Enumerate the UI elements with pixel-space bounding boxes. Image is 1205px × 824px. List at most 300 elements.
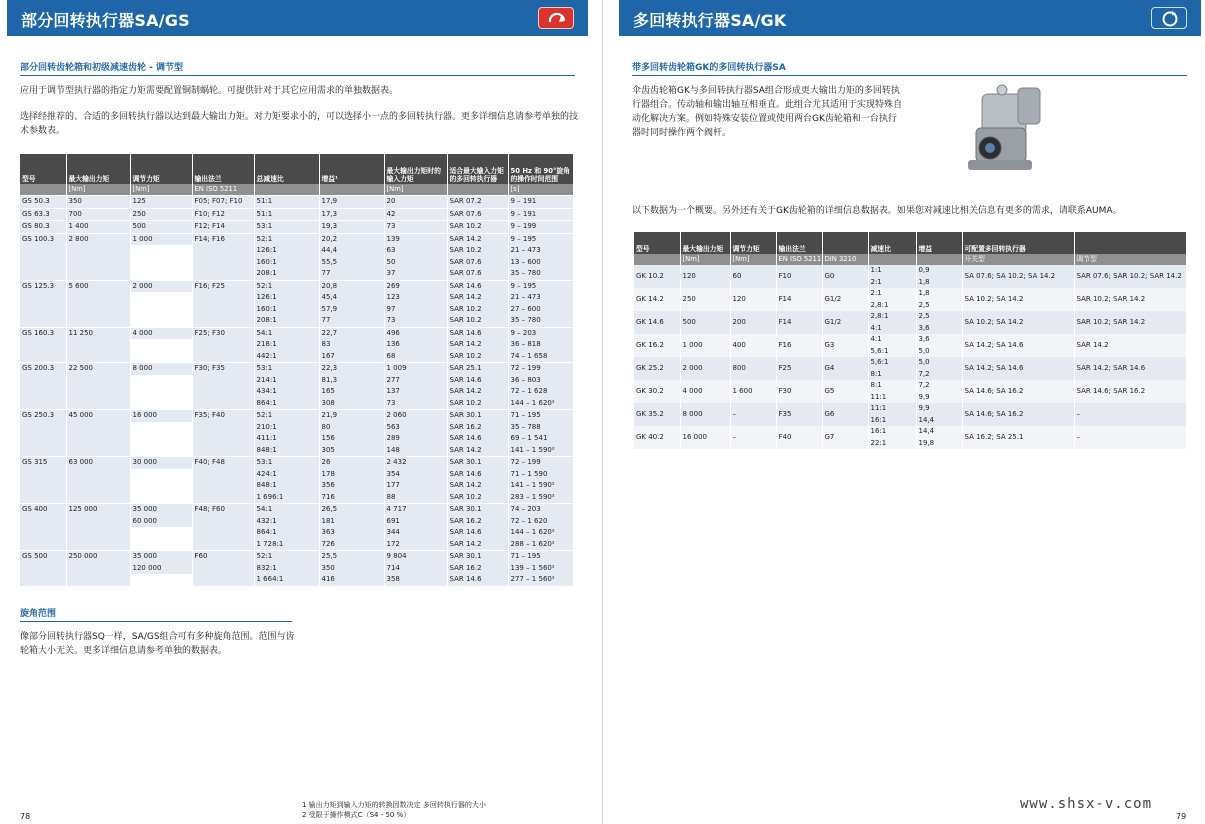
model-cell	[20, 375, 66, 387]
table-row	[20, 315, 573, 327]
max-torque-cell: 5 600	[66, 280, 130, 292]
ratio-cell: 208:1	[254, 268, 319, 280]
iso-flange-cell: F16	[776, 334, 822, 357]
operating-time-cell: 9 – 199	[508, 221, 573, 234]
max-torque-cell: 350	[66, 196, 130, 209]
input-torque-cell: 496	[384, 327, 447, 339]
column-unit: [Nm]	[66, 184, 130, 196]
modulating-torque-cell: –	[730, 403, 776, 426]
modulating-torque-cell: 60	[730, 265, 776, 288]
ratio-cell: 11:1	[868, 403, 916, 415]
actuator-cell: SAR 14.2	[447, 233, 508, 245]
table-row	[634, 380, 1186, 392]
ratio-cell: 2,8:1	[868, 311, 916, 323]
max-torque-cell: 1 000	[680, 334, 730, 357]
factor-cell: 20,8	[319, 280, 384, 292]
model-cell: GK 25.2	[634, 357, 680, 380]
model-cell: GS 125.3	[20, 280, 66, 292]
table-header-row	[20, 154, 573, 184]
din-flange-cell: G1/2	[822, 311, 868, 334]
operating-time-cell: 27 – 600	[508, 304, 573, 316]
max-torque-cell	[66, 422, 130, 434]
input-torque-cell: 177	[384, 480, 447, 492]
ratio-cell: 126:1	[254, 245, 319, 257]
model-cell	[20, 268, 66, 280]
header-title: 部分回转执行器SA/GS	[21, 11, 190, 30]
iso-flange-cell: F30	[776, 380, 822, 403]
table-row	[20, 351, 573, 363]
table-row	[20, 208, 573, 221]
ratio-cell: 16:1	[868, 415, 916, 427]
factor-cell: 9,9	[916, 392, 962, 404]
model-cell	[20, 539, 66, 551]
ratio-cell: 864:1	[254, 398, 319, 410]
page-header	[7, 0, 588, 36]
model-cell	[20, 480, 66, 492]
din-flange-cell: G1/2	[822, 288, 868, 311]
model-cell	[20, 492, 66, 504]
ratio-cell: 52:1	[254, 280, 319, 292]
max-torque-cell: 4 000	[680, 380, 730, 403]
column-unit: EN ISO 5211	[776, 254, 822, 265]
max-torque-cell	[66, 480, 130, 492]
operating-time-cell: 71 – 195	[508, 551, 573, 563]
max-torque-cell	[66, 433, 130, 445]
max-torque-cell	[66, 539, 130, 551]
operating-time-cell: 72 – 199	[508, 363, 573, 375]
paragraph: 以下数据为一个概要。另外还有关于GK齿轮箱的详细信息数据表。如果您对减速比相关信息有更多的需求，请联系AUMA。	[632, 206, 1122, 216]
paragraph-line: 伞齿齿轮箱GK与多回转执行器SA组合形成更大输出力矩的多回转执	[632, 86, 900, 96]
table-row	[20, 196, 573, 209]
table-row	[20, 480, 573, 492]
model-cell: GS 315	[20, 457, 66, 469]
factor-cell: 305	[319, 445, 384, 457]
factor-cell: 19,3	[319, 221, 384, 234]
modulating-torque-cell: 4 000	[130, 327, 192, 339]
factor-cell: 178	[319, 469, 384, 481]
column-unit: [Nm]	[384, 184, 447, 196]
actuator-cell: SAR 30.1	[447, 504, 508, 516]
ratio-cell: 16:1	[868, 426, 916, 438]
input-torque-cell: 73	[384, 221, 447, 234]
column-header: 输出法兰	[192, 154, 254, 184]
onoff-actuator-cell: SA 14.2; SA 14.6	[962, 357, 1074, 380]
ratio-cell: 5,6:1	[868, 346, 916, 358]
modulating-torque-cell: 60 000	[130, 516, 192, 528]
operating-time-cell: 21 – 473	[508, 292, 573, 304]
factor-cell: 3,6	[916, 334, 962, 346]
input-torque-cell: 73	[384, 398, 447, 410]
input-torque-cell: 277	[384, 375, 447, 387]
ratio-cell: 2:1	[868, 288, 916, 300]
operating-time-cell: 72 – 1 628	[508, 386, 573, 398]
modulating-actuator-cell: SAR 14.2; SAR 14.6	[1074, 357, 1186, 380]
flange-cell	[192, 257, 254, 269]
operating-time-cell: 283 – 1 590²	[508, 492, 573, 504]
factor-cell: 17,3	[319, 208, 384, 221]
operating-time-cell: 141 – 1 590²	[508, 445, 573, 457]
modulating-torque-cell: 120	[730, 288, 776, 311]
table-row	[20, 280, 573, 292]
max-torque-cell: 45 000	[66, 410, 130, 422]
factor-cell: 9,9	[916, 403, 962, 415]
modulating-torque-cell	[130, 257, 192, 269]
input-torque-cell: 289	[384, 433, 447, 445]
actuator-cell: SAR 14.2	[447, 480, 508, 492]
column-header: 最大输出力矩	[680, 232, 730, 254]
max-torque-cell	[66, 304, 130, 316]
table-row	[20, 363, 573, 375]
ratio-cell: 54:1	[254, 327, 319, 339]
footnote: 2 受限于操作模式C（S4 - 50 %）	[302, 811, 411, 819]
flange-cell	[192, 398, 254, 410]
model-cell: GK 10.2	[634, 265, 680, 288]
flange-cell	[192, 315, 254, 327]
flange-cell	[192, 480, 254, 492]
modulating-torque-cell	[130, 492, 192, 504]
paragraph-line: 动化解决方案。例如特殊安装位置或使用两台GK齿轮箱和一台执行	[632, 114, 897, 124]
operating-time-cell: 9 – 195	[508, 280, 573, 292]
operating-time-cell: 74 – 203	[508, 504, 573, 516]
max-torque-cell: 125 000	[66, 504, 130, 516]
flange-cell	[192, 422, 254, 434]
actuator-cell: SAR 10.2	[447, 304, 508, 316]
onoff-actuator-cell: SA 14.6; SA 16.2	[962, 380, 1074, 403]
din-flange-cell: G3	[822, 334, 868, 357]
table-row	[634, 265, 1186, 277]
flange-cell: F12; F14	[192, 221, 254, 234]
actuator-gearbox-image	[962, 84, 1044, 176]
table-row	[20, 469, 573, 481]
actuator-cell: SAR 07.2	[447, 196, 508, 209]
operating-time-cell: 35 – 780	[508, 315, 573, 327]
input-torque-cell: 123	[384, 292, 447, 304]
paragraph-line: 选择经推荐的、合适的多回转执行器以达到最大输出力矩。对力矩要求小的，可以选择小一点的多回转执行器。更多详细信息请参考单独的技	[20, 112, 579, 122]
modulating-torque-cell: 2 000	[130, 280, 192, 292]
column-unit	[254, 184, 319, 196]
max-torque-cell	[66, 469, 130, 481]
ratio-cell: 54:1	[254, 504, 319, 516]
factor-cell: 726	[319, 539, 384, 551]
factor-cell: 17,9	[319, 196, 384, 209]
onoff-actuator-cell: SA 14.2; SA 14.6	[962, 334, 1074, 357]
input-torque-cell: 344	[384, 527, 447, 539]
model-cell: GK 40.2	[634, 426, 680, 449]
model-cell	[20, 469, 66, 481]
modulating-actuator-cell: –	[1074, 426, 1186, 449]
actuator-cell: SAR 30.1	[447, 410, 508, 422]
page-number: 79	[1176, 812, 1187, 821]
modulating-torque-cell	[130, 292, 192, 304]
flange-cell	[192, 527, 254, 539]
max-torque-cell: 22 500	[66, 363, 130, 375]
input-torque-cell: 136	[384, 339, 447, 351]
factor-cell: 356	[319, 480, 384, 492]
model-cell	[20, 422, 66, 434]
actuator-cell: SAR 14.6	[447, 280, 508, 292]
actuator-cell: SAR 14.6	[447, 527, 508, 539]
ratio-cell: 2,8:1	[868, 300, 916, 312]
model-cell	[20, 292, 66, 304]
paragraph-line: 术参数表。	[20, 126, 66, 136]
modulating-actuator-cell: SAR 14.6; SAR 16.2	[1074, 380, 1186, 403]
model-cell	[20, 315, 66, 327]
operating-time-cell: 139 – 1 560²	[508, 563, 573, 575]
modulating-torque-cell: 200	[730, 311, 776, 334]
factor-cell: 308	[319, 398, 384, 410]
flange-cell: F48; F60	[192, 504, 254, 516]
section-title: 旋角范围	[20, 606, 292, 622]
flange-cell	[192, 245, 254, 257]
operating-time-cell: 71 – 1 590	[508, 469, 573, 481]
table-row	[20, 492, 573, 504]
iso-flange-cell: F35	[776, 403, 822, 426]
modulating-actuator-cell: SAR 07.6; SAR 10.2; SAR 14.2	[1074, 265, 1186, 288]
ratio-cell: 53:1	[254, 457, 319, 469]
factor-cell: 77	[319, 315, 384, 327]
iso-flange-cell: F40	[776, 426, 822, 449]
model-cell: GS 400	[20, 504, 66, 516]
flange-cell	[192, 292, 254, 304]
column-header: 减速比	[868, 232, 916, 254]
modulating-torque-cell: 250	[130, 208, 192, 221]
modulating-torque-cell: 120 000	[130, 563, 192, 575]
ratio-cell: 22:1	[868, 438, 916, 450]
actuator-cell: SAR 14.2	[447, 539, 508, 551]
ratio-cell: 864:1	[254, 527, 319, 539]
input-torque-cell: 42	[384, 208, 447, 221]
onoff-actuator-cell: SA 16.2; SA 25.1	[962, 426, 1074, 449]
flange-cell	[192, 304, 254, 316]
input-torque-cell: 139	[384, 233, 447, 245]
table-row	[20, 398, 573, 410]
actuator-cell: SAR 14.6	[447, 375, 508, 387]
column-header: 最大输出力矩	[66, 154, 130, 184]
factor-cell: 26,5	[319, 504, 384, 516]
ratio-cell: 160:1	[254, 304, 319, 316]
factor-cell: 80	[319, 422, 384, 434]
modulating-torque-cell	[130, 574, 192, 586]
model-cell: GK 14.2	[634, 288, 680, 311]
input-torque-cell: 1 009	[384, 363, 447, 375]
ratio-cell: 11:1	[868, 392, 916, 404]
paragraph	[20, 110, 578, 138]
onoff-actuator-cell: SA 10.2; SA 14.2	[962, 311, 1074, 334]
actuator-cell: SAR 30.1	[447, 457, 508, 469]
column-unit	[868, 254, 916, 265]
din-flange-cell: G6	[822, 403, 868, 426]
input-torque-cell: 9 804	[384, 551, 447, 563]
page-number: 78	[20, 812, 31, 821]
operating-time-cell: 277 – 1 560²	[508, 574, 573, 586]
column-header: 输出法兰	[776, 232, 822, 254]
flange-cell	[192, 386, 254, 398]
column-unit	[319, 184, 384, 196]
max-torque-cell	[66, 268, 130, 280]
operating-time-cell: 144 – 1 620²	[508, 398, 573, 410]
ratio-cell: 52:1	[254, 233, 319, 245]
model-cell	[20, 398, 66, 410]
max-torque-cell: 1 400	[66, 221, 130, 234]
factor-cell: 22,3	[319, 363, 384, 375]
ratio-cell: 52:1	[254, 551, 319, 563]
factor-cell: 14,4	[916, 426, 962, 438]
ratio-cell: 848:1	[254, 445, 319, 457]
max-torque-cell	[66, 339, 130, 351]
watermark: www.shsx-v.com	[1020, 796, 1153, 812]
modulating-actuator-cell: SAR 10.2; SAR 14.2	[1074, 311, 1186, 334]
ratio-cell: 848:1	[254, 480, 319, 492]
model-cell	[20, 445, 66, 457]
modulating-actuator-cell: –	[1074, 403, 1186, 426]
table-row	[634, 334, 1186, 346]
input-torque-cell: 358	[384, 574, 447, 586]
factor-cell: 416	[319, 574, 384, 586]
max-torque-cell: 8 000	[680, 403, 730, 426]
table-row	[634, 311, 1186, 323]
table-row	[20, 551, 573, 563]
column-unit	[20, 184, 66, 196]
modulating-torque-cell	[130, 422, 192, 434]
max-torque-cell: 16 000	[680, 426, 730, 449]
input-torque-cell: 2 432	[384, 457, 447, 469]
column-unit: [Nm]	[730, 254, 776, 265]
operating-time-cell: 9 – 191	[508, 196, 573, 209]
operating-time-cell: 9 – 195	[508, 233, 573, 245]
operating-time-cell: 35 – 788	[508, 422, 573, 434]
input-torque-cell: 20	[384, 196, 447, 209]
flange-cell: F16; F25	[192, 280, 254, 292]
factor-cell: 3,6	[916, 323, 962, 335]
operating-time-cell: 288 – 1 620²	[508, 539, 573, 551]
model-cell	[20, 257, 66, 269]
model-cell: GK 16.2	[634, 334, 680, 357]
flange-cell: F35; F40	[192, 410, 254, 422]
actuator-cell: SAR 10.2	[447, 398, 508, 410]
factor-cell: 44,4	[319, 245, 384, 257]
model-cell: GS 50.3	[20, 196, 66, 209]
ratio-cell: 832:1	[254, 563, 319, 575]
factor-cell: 19,8	[916, 438, 962, 450]
factor-cell: 5,0	[916, 346, 962, 358]
flange-cell: F10; F12	[192, 208, 254, 221]
table-row	[20, 410, 573, 422]
ratio-cell: 5,6:1	[868, 357, 916, 369]
model-cell	[20, 386, 66, 398]
model-cell: GS 250.3	[20, 410, 66, 422]
actuator-cell: SAR 16.2	[447, 516, 508, 528]
operating-time-cell: 71 – 195	[508, 410, 573, 422]
actuator-cell: SAR 14.2	[447, 445, 508, 457]
multi-turn-icon[interactable]	[1151, 7, 1187, 29]
actuator-cell: SAR 25.1	[447, 363, 508, 375]
operating-time-cell: 69 – 1 541	[508, 433, 573, 445]
iso-flange-cell: F14	[776, 288, 822, 311]
column-unit: 调节型	[1074, 254, 1186, 265]
operating-time-cell: 9 – 203	[508, 327, 573, 339]
modulating-torque-cell	[130, 480, 192, 492]
column-header: 最大输出力矩时的输入力矩	[384, 154, 447, 184]
modulating-torque-cell	[130, 245, 192, 257]
actuator-cell: SAR 14.2	[447, 386, 508, 398]
page-header	[619, 0, 1201, 36]
ratio-cell: 1 696:1	[254, 492, 319, 504]
actuator-cell: SAR 14.6	[447, 469, 508, 481]
column-header: 50 Hz 和 90°旋角的操作时间范围	[508, 154, 573, 184]
table-row	[20, 563, 573, 575]
column-header: 调节力矩	[730, 232, 776, 254]
factor-cell: 7,2	[916, 369, 962, 381]
ratio-cell: 160:1	[254, 257, 319, 269]
table-row	[20, 221, 573, 234]
flange-cell	[192, 492, 254, 504]
model-cell: GS 63.3	[20, 208, 66, 221]
modulating-torque-cell: 125	[130, 196, 192, 209]
max-torque-cell	[66, 563, 130, 575]
table-row	[20, 457, 573, 469]
table-units-row	[20, 184, 573, 196]
table-row	[634, 288, 1186, 300]
modulating-torque-cell	[130, 398, 192, 410]
operating-time-cell: 13 – 600	[508, 257, 573, 269]
max-torque-cell	[66, 315, 130, 327]
model-cell	[20, 563, 66, 575]
column-unit	[634, 254, 680, 265]
actuator-cell: SAR 14.2	[447, 339, 508, 351]
ratio-cell: 442:1	[254, 351, 319, 363]
input-torque-cell: 137	[384, 386, 447, 398]
column-header: 型号	[20, 154, 66, 184]
max-torque-cell	[66, 351, 130, 363]
gs-table	[20, 154, 574, 586]
actuator-cell: SAR 10.2	[447, 492, 508, 504]
input-torque-cell: 73	[384, 315, 447, 327]
modulating-torque-cell: 1 600	[730, 380, 776, 403]
modulating-torque-cell	[130, 469, 192, 481]
flange-cell	[192, 539, 254, 551]
return-arrow-icon[interactable]	[538, 7, 574, 29]
max-torque-cell: 700	[66, 208, 130, 221]
operating-time-cell: 144 – 1 620²	[508, 527, 573, 539]
ratio-cell: 210:1	[254, 422, 319, 434]
paragraph	[632, 84, 902, 140]
model-cell: GK 30.2	[634, 380, 680, 403]
max-torque-cell	[66, 516, 130, 528]
table-row	[20, 574, 573, 586]
table-row	[20, 257, 573, 269]
onoff-actuator-cell: SA 10.2; SA 14.2	[962, 288, 1074, 311]
flange-cell: F25; F30	[192, 327, 254, 339]
factor-cell: 2,5	[916, 311, 962, 323]
max-torque-cell: 120	[680, 265, 730, 288]
factor-cell: 55,5	[319, 257, 384, 269]
paragraph	[20, 630, 295, 658]
factor-cell: 156	[319, 433, 384, 445]
model-cell: GK 35.2	[634, 403, 680, 426]
actuator-cell: SAR 30.1	[447, 551, 508, 563]
page-78	[0, 0, 602, 824]
column-unit: 开关型	[962, 254, 1074, 265]
ratio-cell: 214:1	[254, 375, 319, 387]
factor-cell: 26	[319, 457, 384, 469]
flange-cell	[192, 339, 254, 351]
max-torque-cell: 2 000	[680, 357, 730, 380]
input-torque-cell: 4 717	[384, 504, 447, 516]
ratio-cell: 52:1	[254, 410, 319, 422]
factor-cell: 181	[319, 516, 384, 528]
model-cell: GS 100.3	[20, 233, 66, 245]
modulating-torque-cell: 30 000	[130, 457, 192, 469]
